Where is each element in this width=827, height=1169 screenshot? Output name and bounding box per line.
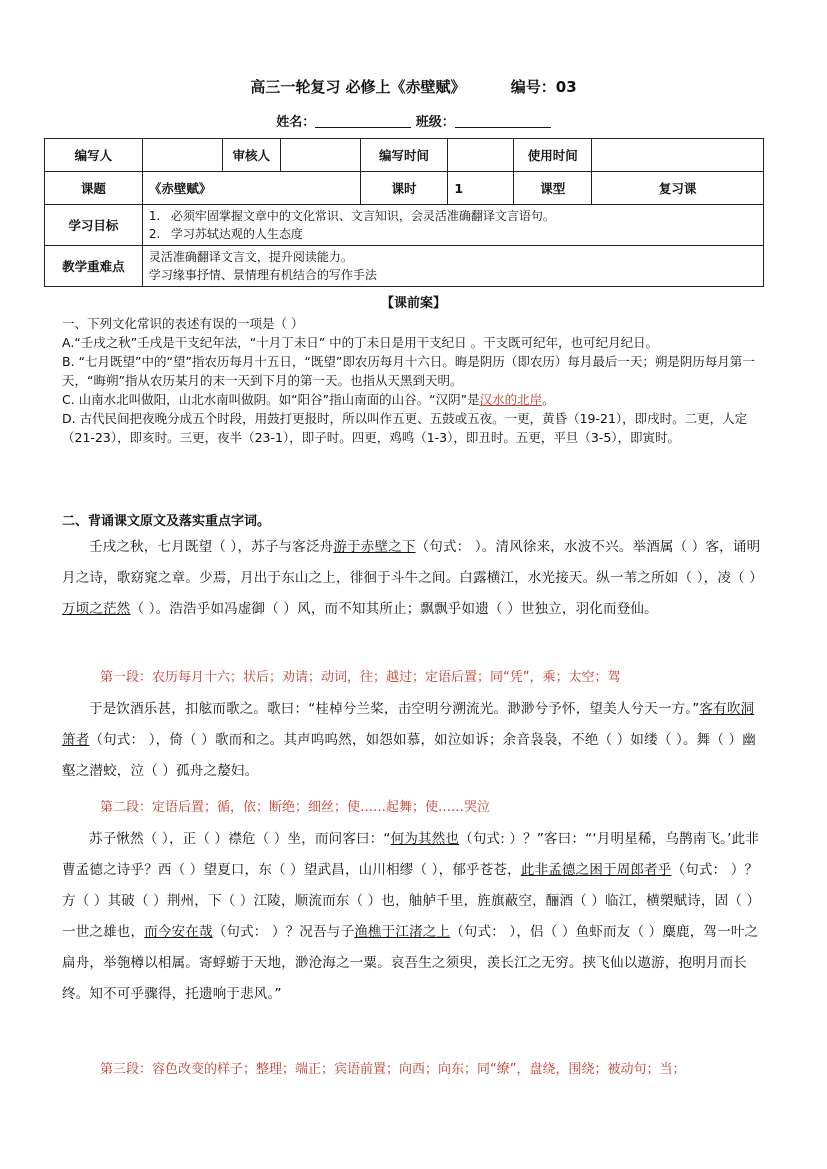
- doc-code: 编号：03: [510, 78, 577, 96]
- option-b: B. “七月既望”中的“望”指农历每月十五日，“既望”即农历每月十六日。晦是阴历（即农历）每月最后一天；朔是阴历每月第一天，“晦朔”指从农历某月的末一天到下月的第一天。也指从天黑到天明。: [62, 354, 755, 388]
- question-1: [62, 314, 762, 447]
- answer-note-2: 第二段：定语后置；循，依；断绝；细丝；使……起舞；使……哭泣: [100, 800, 491, 815]
- topic-value: 《赤壁赋》: [142, 172, 360, 205]
- goals-label: 学习目标: [45, 205, 143, 246]
- table-row: [45, 139, 764, 172]
- author-label: 编写人: [45, 139, 143, 172]
- class-label: 班级：: [415, 115, 455, 130]
- section-title: 【课前案】: [380, 296, 446, 311]
- list-item: 灵活准确翻译文言文，提升阅读能力。: [148, 250, 353, 264]
- paragraph-1: 壬戌之秋，七月既望（ ），苏子与客泛舟游于赤壁之下（句式： ）。清风徐来，水波不兴。举酒属（ ）客，诵明月之诗，歌窈窕之章。少焉，月出于东山之上，徘徊于斗牛之间。白露横江，水光接天。纵一苇之所如（ ），凌（ ）万顷之茫然（ ）。浩浩乎如冯虚御（ ）风，而不知其所止；飘飘乎如遗（ ）世独立，羽化而登仙。: [62, 539, 763, 617]
- reviewer-cell[interactable]: [280, 139, 360, 172]
- write-time-cell[interactable]: [448, 139, 514, 172]
- option-d: D. 古代民间把夜晚分成五个时段，用鼓打更报时，所以叫作五更、五鼓或五夜。一更，黄昏（19-21），即戌时。二更，人定（21-23），即亥时。三更，夜半（23-1），即子时。四更，鸡鸣（1-3），即丑时。五更，平旦（3-5），即寅时。: [62, 411, 748, 445]
- goals-list: [142, 205, 763, 246]
- question-stem: 一、下列文化常识的表述有误的一项是（ ）: [62, 316, 304, 331]
- table-row: [45, 172, 764, 205]
- name-field[interactable]: [315, 115, 411, 128]
- page-title: [0, 76, 827, 97]
- title-text: 高三一轮复习 必修上《赤壁赋》: [250, 78, 466, 96]
- option-a: A.“壬戌之秋”壬戌是干支纪年法，“十月丁未日” 中的丁未日是用干支纪日 。干支既可纪年，也可纪月纪日。: [62, 335, 659, 350]
- table-row: [45, 246, 764, 287]
- key-label: 教学重难点: [45, 246, 143, 287]
- list-item: 2. 学习苏轼达观的人生态度: [148, 227, 303, 241]
- question-2-title: 二、背诵课文原文及落实重点字词。: [62, 514, 271, 529]
- period-value: 1: [448, 172, 514, 205]
- list-item: 学习缘事抒情、景情理有机结合的写作手法: [148, 268, 377, 282]
- type-label: 课型: [514, 172, 592, 205]
- type-value: 复习课: [592, 172, 764, 205]
- class-field[interactable]: [455, 115, 551, 128]
- option-c: C. 山南水北叫做阳，山北水南叫做阴。如“阳谷”指山南面的山谷。“汉阴”是汉水的北岸。: [62, 392, 555, 407]
- use-time-cell[interactable]: [592, 139, 764, 172]
- key-points: [142, 246, 763, 287]
- answer-note-1: 第一段：农历每月十六；状后；劝请；动词，往；越过；定语后置；同“凭”，乘；太空；驾: [100, 670, 621, 685]
- list-item: 1. 必须牢固掌握文章中的文化常识、文言知识，会灵活准确翻译文言语句。: [148, 209, 555, 223]
- paragraph-2: 于是饮酒乐甚，扣舷而歌之。歌曰：“桂棹兮兰桨，击空明兮溯流光。渺渺兮予怀，望美人兮天一方。”客有吹洞箫者（句式： ），倚（ ）歌而和之。其声呜呜然，如怨如慕，如泣如诉；余音袅袅，不绝（ ）如缕（ ）。舞（ ）幽壑之潜蛟，泣（ ）孤舟之嫠妇。: [62, 701, 756, 779]
- student-info: [0, 111, 827, 130]
- answer-note-3: 第三段：容色改变的样子；整理；端正；宾语前置；向西；向东；同“缭”，盘绕，围绕；被动句；当；: [100, 1062, 686, 1077]
- topic-label: 课题: [45, 172, 143, 205]
- paragraph-3: 苏子愀然（ ），正（ ）襟危（ ）坐，而问客曰：“何为其然也（句式: ）？”客曰：“‘月明星稀，乌鹊南飞。’此非曹孟德之诗乎？西（ ）望夏口，东（ ）望武昌，山川相缪（ ），郁乎苍苍，此非孟德之困于周郎者乎（句式： ）？方（ ）其破（ ）荆州，下（ ）江陵，顺流而东（ ）也，舳舻千里，旌旗蔽空，酾酒（ ）临江，横槊赋诗，固（ ）一世之雄也，而今安在哉（句式： ）？况吾与子渔樵于江渚之上（句式： ），侣（ ）鱼虾而友（ ）麋鹿，驾一叶之扁舟，举匏樽以相属。寄蜉蝣于天地，渺沧海之一粟。哀吾生之须臾，羡长江之无穷。挟飞仙以遨游，抱明月而长终。知不可乎骤得，托遗响于悲风。”: [62, 831, 761, 1002]
- table-row: [45, 205, 764, 246]
- author-cell[interactable]: [142, 139, 222, 172]
- reviewer-label: 审核人: [222, 139, 280, 172]
- name-label: 姓名：: [276, 115, 316, 130]
- info-table: [44, 138, 764, 287]
- write-time-label: 编写时间: [360, 139, 448, 172]
- period-label: 课时: [360, 172, 448, 205]
- highlight-text: 汉水的北岸: [479, 392, 543, 407]
- use-time-label: 使用时间: [514, 139, 592, 172]
